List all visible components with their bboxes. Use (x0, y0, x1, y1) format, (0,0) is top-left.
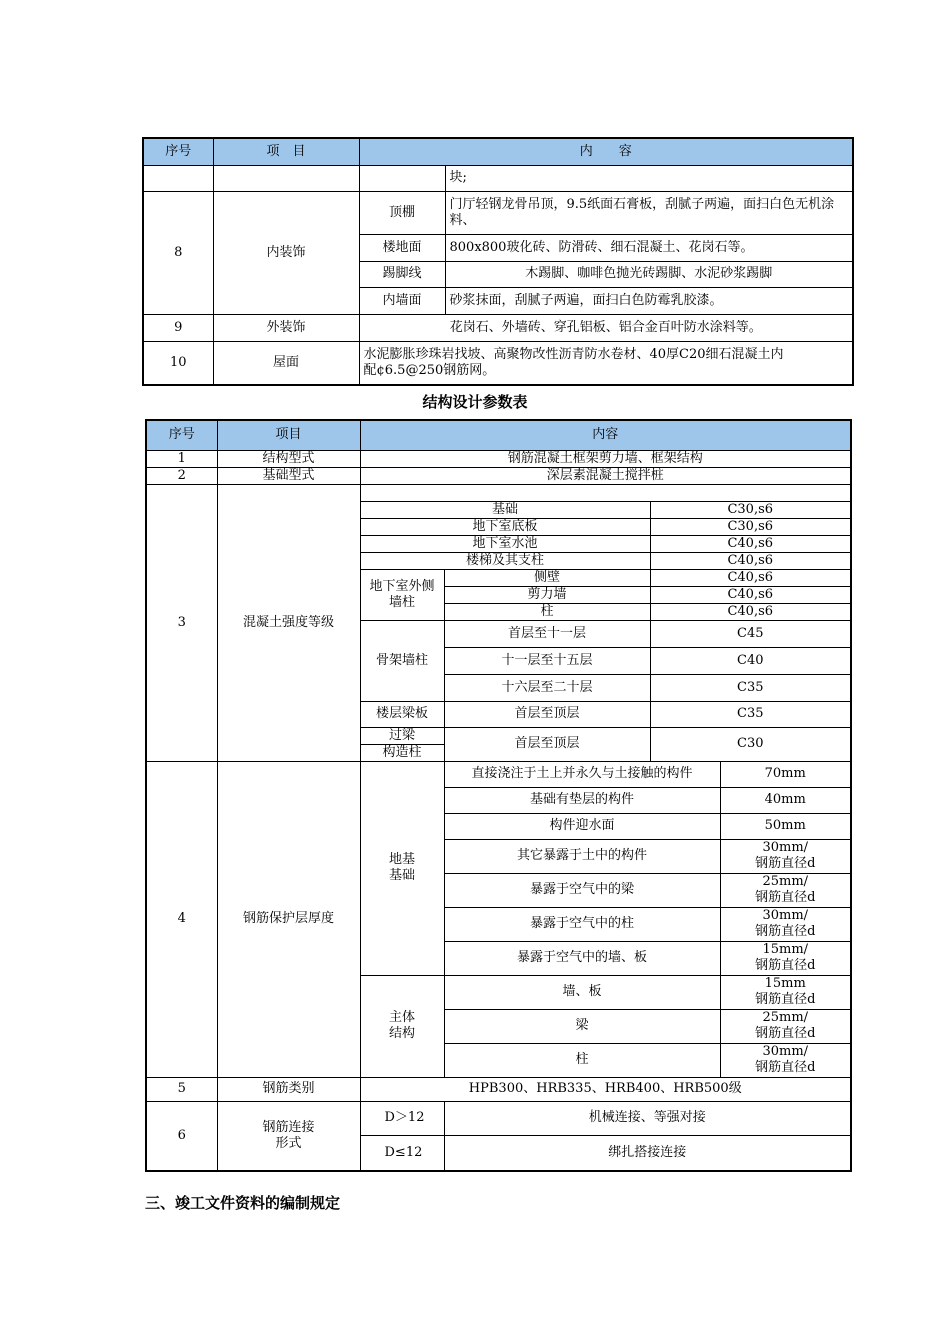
concrete-value: C30 (650, 727, 851, 761)
row-no: 5 (146, 1077, 217, 1101)
concrete-value: C40,s6 (650, 535, 851, 552)
sub-label: 踢脚线 (359, 261, 445, 287)
sub-content: 木踢脚、咖啡色抛光砖踢脚、水泥砂浆踢脚 (445, 261, 853, 287)
cover-value: 15mm 钢筋直径d (720, 975, 851, 1009)
cell-empty (360, 484, 851, 501)
group-label: 主体结构 (360, 975, 444, 1077)
concrete-label: 首层至十一层 (444, 620, 650, 647)
concrete-label: 地下室底板 (360, 518, 650, 535)
concrete-label: 柱 (444, 603, 650, 620)
cover-label: 暴露于空气中的梁 (444, 873, 720, 907)
row-no: 1 (146, 450, 217, 467)
group-label: 地基基础 (360, 761, 444, 975)
decoration-table (142, 137, 854, 386)
header-no: 序号 (143, 138, 213, 165)
cell-empty (359, 165, 445, 191)
table-title: 结构设计参数表 (422, 393, 528, 411)
connection-label: D＞12 (360, 1101, 444, 1135)
group-label: 地下室外侧墙柱 (360, 569, 444, 620)
row-content: 钢筋混凝土框架剪力墙、框架结构 (360, 450, 851, 467)
row-no: 6 (146, 1101, 217, 1171)
row-item: 混凝土强度等级 (217, 484, 360, 761)
cover-value: 30mm/ 钢筋直径d (720, 839, 851, 873)
row-item: 基础型式 (217, 467, 360, 484)
concrete-label: 楼梯及其支柱 (360, 552, 650, 569)
row-item: 屋面 (213, 341, 359, 385)
continued-text: 块; (445, 165, 853, 191)
cover-label: 构件迎水面 (444, 813, 720, 839)
cover-value: 40mm (720, 787, 851, 813)
row-no: 2 (146, 467, 217, 484)
row-content: 花岗石、外墙砖、穿孔铝板、铝合金百叶防水涂料等。 (359, 314, 853, 341)
concrete-value: C40 (650, 647, 851, 674)
row-item: 内装饰 (213, 191, 359, 314)
row-item: 钢筋连接形式 (217, 1101, 360, 1171)
group-label: 楼层梁板 (360, 701, 444, 727)
cover-label: 基础有垫层的构件 (444, 787, 720, 813)
row-content: HPB300、HRB335、HRB400、HRB500级 (360, 1077, 851, 1101)
structure-param-table (145, 419, 852, 1172)
concrete-value: C40,s6 (650, 586, 851, 603)
header-item: 项 目 (213, 138, 359, 165)
row-no: 4 (146, 761, 217, 1077)
row-no: 9 (143, 314, 213, 341)
concrete-label: 首层至顶层 (444, 727, 650, 761)
header-content: 内 容 (359, 138, 853, 165)
cover-label: 墙、板 (444, 975, 720, 1009)
concrete-value: C40,s6 (650, 603, 851, 620)
row-item: 结构型式 (217, 450, 360, 467)
cover-label: 柱 (444, 1043, 720, 1077)
cover-value: 25mm/ 钢筋直径d (720, 873, 851, 907)
concrete-value: C35 (650, 701, 851, 727)
connection-label: D≤12 (360, 1135, 444, 1171)
sub-content: 800x800玻化砖、防滑砖、细石混凝土、花岗石等。 (445, 234, 853, 261)
header-content: 内容 (360, 420, 851, 450)
concrete-value: C45 (650, 620, 851, 647)
row-item: 钢筋类别 (217, 1077, 360, 1101)
sub-label: 内墙面 (359, 287, 445, 314)
cell-empty (143, 165, 213, 191)
sub-content: 门厅轻钢龙骨吊顶，9.5纸面石膏板，刮腻子两遍，面扫白色无机涂料、 (445, 191, 853, 234)
cover-value: 30mm/ 钢筋直径d (720, 1043, 851, 1077)
concrete-value: C30,s6 (650, 501, 851, 518)
concrete-value: C40,s6 (650, 569, 851, 586)
row-no: 10 (143, 341, 213, 385)
row-content: 水泥膨胀珍珠岩找坡、高聚物改性沥青防水卷材、40厚C20细石混凝土内配¢6.5@250钢筋网。 (359, 341, 853, 385)
cover-label: 梁 (444, 1009, 720, 1043)
group-label: 骨架墙柱 (360, 620, 444, 701)
section-heading: 三、竣工文件资料的编制规定 (145, 1194, 341, 1212)
cover-value: 30mm/ 钢筋直径d (720, 907, 851, 941)
cover-value: 50mm (720, 813, 851, 839)
cover-value: 70mm (720, 761, 851, 787)
concrete-label: 基础 (360, 501, 650, 518)
concrete-label: 侧壁 (444, 569, 650, 586)
row-no: 8 (143, 191, 213, 314)
concrete-value: C40,s6 (650, 552, 851, 569)
cover-label: 直接浇注于土上并永久与土接触的构件 (444, 761, 720, 787)
row-item: 外装饰 (213, 314, 359, 341)
group-label: 构造柱 (360, 744, 444, 761)
cover-label: 暴露于空气中的墙、板 (444, 941, 720, 975)
row-content: 深层素混凝土搅拌桩 (360, 467, 851, 484)
connection-content: 机械连接、等强对接 (444, 1101, 851, 1135)
cover-value: 25mm/ 钢筋直径d (720, 1009, 851, 1043)
header-no: 序号 (146, 420, 217, 450)
concrete-value: C30,s6 (650, 518, 851, 535)
cover-value: 15mm/ 钢筋直径d (720, 941, 851, 975)
concrete-label: 首层至顶层 (444, 701, 650, 727)
concrete-value: C35 (650, 674, 851, 701)
cover-label: 其它暴露于土中的构件 (444, 839, 720, 873)
group-label: 过梁 (360, 727, 444, 744)
sub-label: 顶棚 (359, 191, 445, 234)
concrete-label: 十六层至二十层 (444, 674, 650, 701)
concrete-label: 十一层至十五层 (444, 647, 650, 674)
sub-content: 砂浆抹面，刮腻子两遍，面扫白色防霉乳胶漆。 (445, 287, 853, 314)
row-no: 3 (146, 484, 217, 761)
cover-label: 暴露于空气中的柱 (444, 907, 720, 941)
cell-empty (213, 165, 359, 191)
connection-content: 绑扎搭接连接 (444, 1135, 851, 1171)
concrete-label: 地下室水池 (360, 535, 650, 552)
row-item: 钢筋保护层厚度 (217, 761, 360, 1077)
concrete-label: 剪力墙 (444, 586, 650, 603)
header-item: 项目 (217, 420, 360, 450)
sub-label: 楼地面 (359, 234, 445, 261)
